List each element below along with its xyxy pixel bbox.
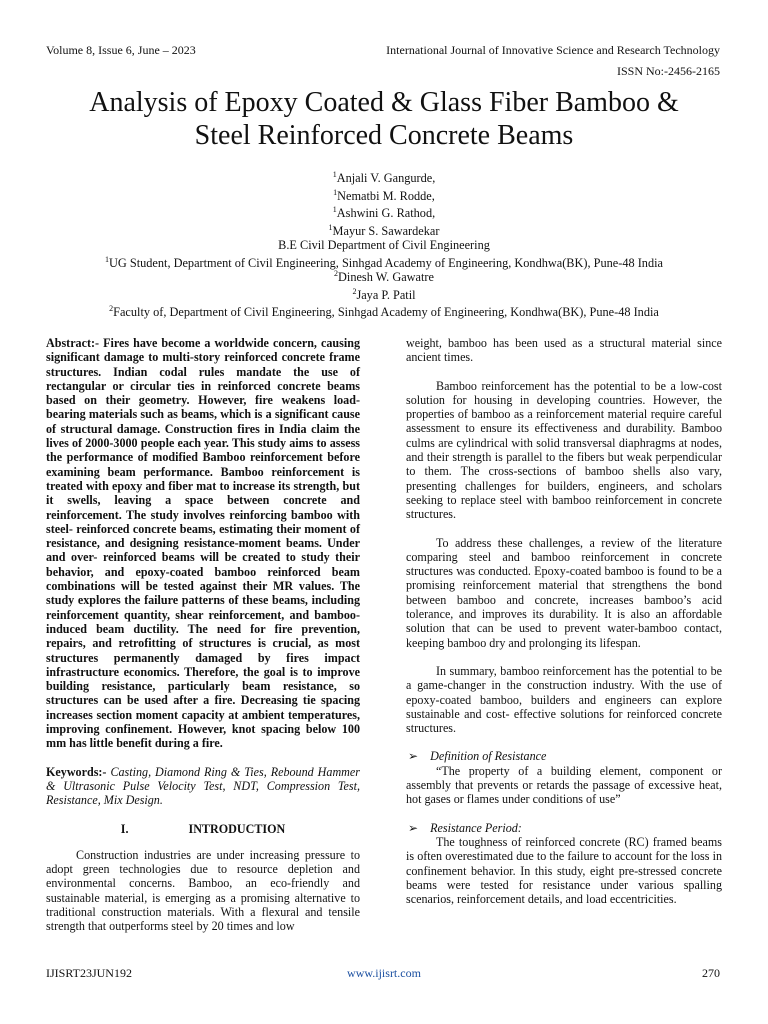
author-sup: 1	[332, 170, 337, 179]
affiliation-sup: 1	[105, 254, 110, 264]
author-sup: 2	[334, 269, 339, 278]
issn: ISSN No:-2456-2165	[616, 64, 720, 78]
arrow-bullet-icon: ➢	[408, 749, 419, 764]
paragraph-bamboo-reinforcement: Bamboo reinforcement has the potential to be a low-cost solution for housing in developing countries. However, the properties of bamboo as a reinforcement material require careful assessment to ensure its effectiveness and durability. Bamboo culms are cylindrical with solid transversal diaphragms at nodes, and their strength is parallel to the fibers but weak perpendicular to them. The cross-sections of bamboo shells also vary, presenting challenges for builders, engineers, and scholars seeking to replace steel with bamboo reinforcement in concrete structures.	[406, 378, 722, 522]
arrow-bullet-icon: ➢	[408, 820, 419, 835]
section-title: INTRODUCTION	[188, 821, 286, 836]
author-5	[0, 267, 768, 285]
department: B.E Civil Department of Civil Engineering	[278, 238, 490, 253]
section-heading-introduction	[46, 822, 360, 836]
paper-code: IJISRT23JUN192	[46, 966, 132, 980]
left-column	[46, 336, 360, 934]
paragraph-literature-review: To address these challenges, a review of the literature comparing steel and bamboo reinforcement in concrete structures was conducted. Epoxy-coated bamboo is found to be a promising reinforcement material that strengthens the bond between bamboo and concrete, increases bamboo’s acid tolerance, and improves its durability. It is also an affordable solution that can be used to prevent water-bamboo contact, keeping bamboo dry and prolonging its lifespan.	[406, 535, 722, 650]
affiliation-2	[0, 302, 768, 320]
resistance-period-heading-text: Resistance Period:	[430, 820, 522, 835]
author-3	[0, 203, 768, 221]
definition-heading-text: Definition of Resistance	[430, 749, 547, 764]
right-column	[406, 336, 722, 906]
paragraph-summary: In summary, bamboo reinforcement has the potential to be a game-changer in the construction industry. With the use of epoxy-coated bamboo, builders and engineers can explore sustainable and cost- effective solutions for reinforced concrete structures.	[406, 663, 722, 736]
abstract: Abstract:- Fires have become a worldwide concern, causing significant damage to multi-story reinforced concrete frame structures. Indian codal rules mandate the use of rectangular or circular ties in reinforced concrete beams based on their geometry. However, fire weakens load-bearing materials such as beams, which is a significant cause of structural damage. Construction fires in India claim the lives of 2000-3000 people each year. This study aims to assess the performance of modified Bamboo reinforcement before examining beam performance. Bamboo reinforcement is treated with epoxy and fiber mat to increase its strength, but it swells, leaving a space between concrete and reinforcement. The study involves reinforcing bamboo with steel- reinforced concrete beams, estimating their moment of resistance, and designing resistance-moment beams. Under and over- reinforced beams will be created to study their behavior, and epoxy-coated bamboo reinforced beam combinations will be tested against their MR values. The study explores the failure patterns of these beams, including reinforcement quantity, shear reinforcement, and bamboo-induced beam ductility. The need for fire prevention, repairs, and retrofitting of structures is crucial, as most structures permanently damaged by fires impact infrastructure economics. Therefore, the goal is to improve building resistance, particularly beam resistance, so structures can be used after a fire. Decreasing tie spacing increases section moment capacity at ambient temperatures, improving confinement. However, knot spacing below 100 mm has little benefit during a fire.	[46, 336, 360, 751]
author-1	[0, 168, 768, 186]
author-name: Anjali V. Gangurde,	[336, 171, 436, 186]
resistance-period-heading	[406, 821, 722, 835]
paper-title	[40, 86, 728, 152]
resistance-period-text: The toughness of reinforced concrete (RC) framed beams is often overestimated due to the failure to account for the loss in confinement behavior. In this study, eight pre-stressed concrete beams were tested for resistance under various spalling scenarios, reinforcement details, and load eccentricities.	[406, 834, 722, 907]
journal-url[interactable]: www.ijisrt.com	[347, 966, 421, 980]
author-name: Nematbi M. Rodde,	[337, 188, 435, 203]
title-line-1: Analysis of Epoxy Coated & Glass Fiber Bamboo &	[89, 87, 679, 118]
section-number: I.	[120, 821, 129, 836]
keywords-label: Keywords:-	[46, 764, 107, 779]
author-name: Dinesh W. Gawatre	[338, 270, 434, 285]
affiliation-text: UG Student, Department of Civil Engineering, Sinhgad Academy of Engineering, Kondhwa(BK), Pune-48 India	[109, 255, 663, 270]
keywords-text: Casting, Diamond Ring & Ties, Rebound Hammer & Ultrasonic Pulse Velocity Test, NDT, Compression Test, Resistance, Mix Design.	[46, 764, 360, 808]
author-name: Jaya P. Patil	[356, 287, 416, 302]
title-line-2: Steel Reinforced Concrete Beams	[194, 120, 574, 151]
author-name: Ashwini G. Rathod,	[336, 206, 436, 221]
author-6	[0, 285, 768, 303]
author-name: Mayur S. Sawardekar	[332, 223, 440, 238]
author-4	[0, 221, 768, 239]
author-sup: 1	[328, 222, 333, 232]
author-block-1	[0, 168, 768, 270]
journal-name: International Journal of Innovative Science and Research Technology	[386, 43, 720, 57]
page-number: 270	[702, 966, 720, 980]
volume-info: Volume 8, Issue 6, June – 2023	[46, 43, 196, 57]
author-block-2	[0, 267, 768, 320]
author-2	[0, 186, 768, 204]
keywords	[46, 765, 360, 808]
author-sup: 2	[352, 286, 357, 296]
paragraph-continued: weight, bamboo has been used as a structural material since ancient times.	[406, 336, 722, 365]
affiliation-sup: 2	[109, 304, 114, 314]
intro-paragraph: Construction industries are under increasing pressure to adopt green technologies due to resource depletion and environmental concerns. Bamboo, an eco-friendly and sustainable material, is emerging as a promising alternative to traditional construction materials. With a flexural and tensile strength that outperforms steel by 20 times and low	[46, 847, 360, 934]
affiliation-text: Faculty of, Department of Civil Engineering, Sinhgad Academy of Engineering, Kondhwa(BK), Pune-48 India	[113, 305, 659, 320]
definition-text: “The property of a building element, component or assembly that prevents or retards the passage of excessive heat, hot gases or flames under conditions of use”	[406, 763, 722, 807]
author-sup: 1	[332, 205, 337, 215]
author-sup: 1	[333, 187, 338, 197]
definition-heading	[406, 749, 722, 763]
